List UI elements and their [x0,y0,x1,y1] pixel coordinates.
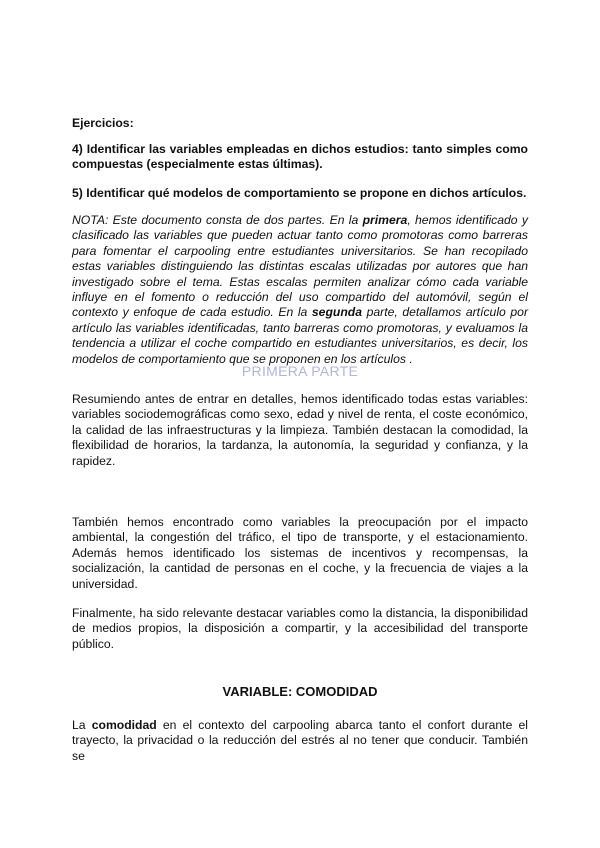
comodidad-text-post: en el contexto del carpooling abarca tanto el confort durante el trayecto, la privacidad o la reducción del estrés al no tener que conducir. También se [72,718,528,763]
comodidad-paragraph [72,718,528,764]
summary-paragraph-1: Resumiendo antes de entrar en detalles, hemos identificado todas estas variables: variables sociodemográficas como sexo, edad y nivel de renta, el coste económico, la calidad de las infraestructuras y la limpieza. También destacan la comodidad, la flexibilidad de horarios, la tardanza, la autonomía, la seguridad y confianza, y la rapidez. [72,392,528,468]
exercise-item-5: 5) Identificar qué modelos de comportamiento se propone en dichos artículos. [72,186,527,200]
note-paragraph [72,213,528,367]
comodidad-bold: comodidad [91,718,157,732]
note-text-1: NOTA: Este documento consta de dos partes. En la [72,213,363,227]
part-one-title: PRIMERA PARTE [241,363,359,379]
summary-paragraph-2: También hemos encontrado como variables la preocupación por el impacto ambiental, la congestión del tráfico, el tipo de transporte, y el estacionamiento. Además hemos identificado los sistemas de incentivos y recompensas, la socialización, la cantidad de personas en el coche, y la frecuencia de viajes a la universidad. [72,515,528,591]
note-bold-segunda: segunda [311,305,363,320]
exercise-item-4: 4) Identificar las variables empleadas en dichos estudios: tanto simples como compuestas (especialmente estas últimas). [72,142,528,172]
variable-section-title: VARIABLE: COMODIDAD [222,684,378,699]
exercises-heading: Ejercicios: [72,116,134,130]
note-bold-primera: primera [362,213,408,227]
comodidad-text-pre: La [72,718,92,732]
note-text-2: , hemos identificado y clasificado las variables que pueden actuar tanto como promotoras como barreras para fomentar el carpooling entre estudiantes universitarios. Se han recopilado estas variables distinguiendo las distintas escalas utilizadas por autores que han investigado sobre el tema. Estas escalas permiten analizar cómo cada variable influye en el fomento o reducción del uso compartido del automóvil, según el contexto y enfoque de cada estudio. En la [72,213,528,320]
note-text-3: parte, detallamos artículo por artículo las variables identificadas, tanto barreras como promotoras, y evaluamos la tendencia a utilizar el coche compartido en estudiantes universitarios, es decir, los modelos de comportamiento que se proponen en los artículos . [72,305,528,366]
summary-paragraph-3: Finalmente, ha sido relevante destacar variables como la distancia, la disponibilidad de medios propios, la disposición a compartir, y la accesibilidad del transporte público. [72,606,528,651]
